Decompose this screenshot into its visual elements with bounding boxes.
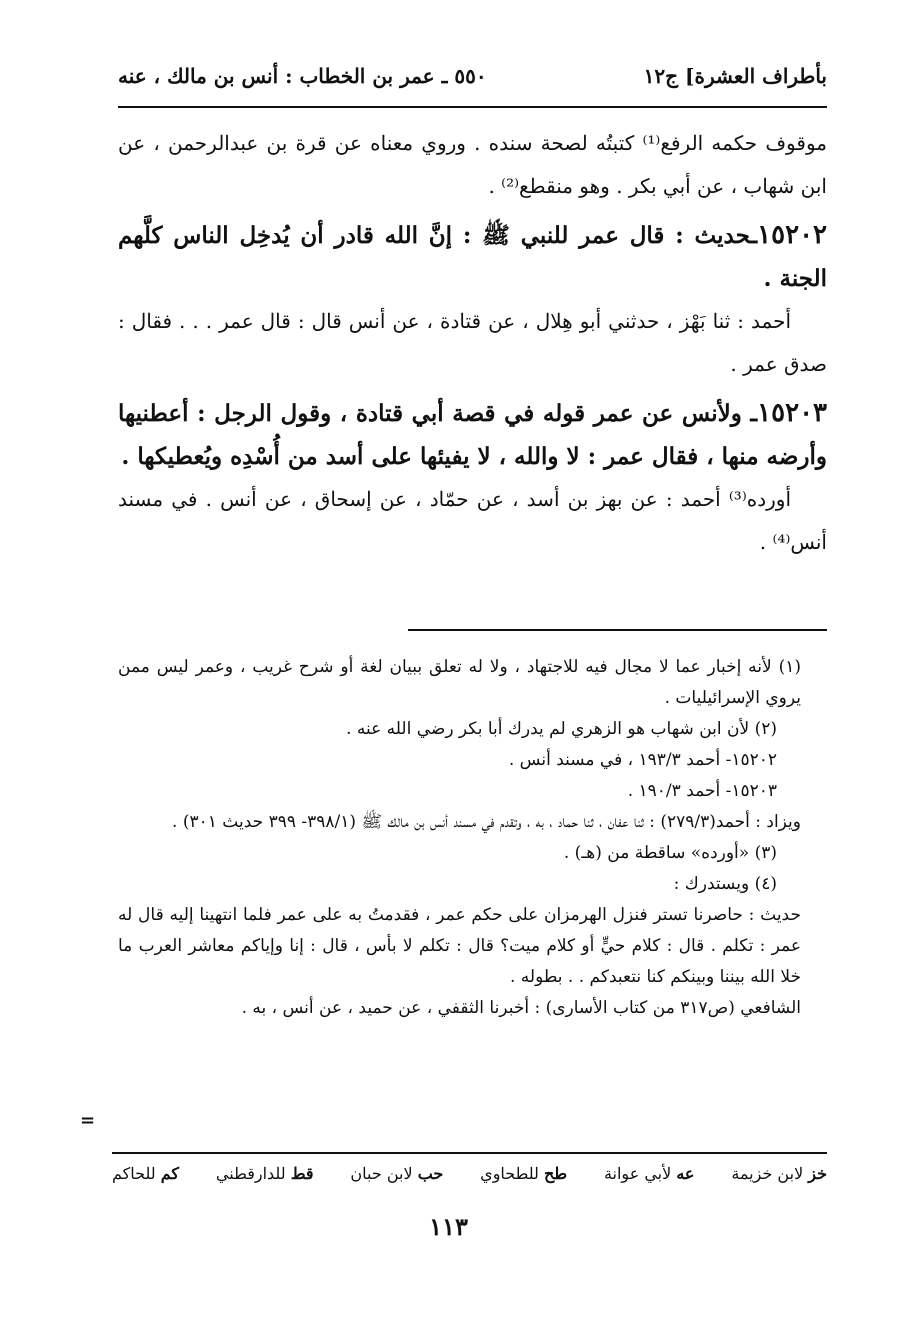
footnote-4: (٤) ويستدرك : — [673, 874, 777, 894]
paragraph-continuation: موقوف حكمه الرفع⁽¹⁾ كتبتُه لصحة سنده . وروي معناه عن قرة بن عبدالرحمن ، عن ابن شهاب ، عن أبي بكر . وهو منقطع⁽²⁾ . — [118, 131, 827, 198]
footnote-15202: ١٥٢٠٢- أحمد ١٩٣/٣ ، في مسند أنس . — [508, 750, 777, 770]
footnote-addition: ويزاد : أحمد(٢٧٩/٣) : ثنا عفان ، ثنا حماد ، به ، وتقدم في مسند أنس بن مالك ﷺ (٣٩٨/١- ٣٩٩ حديث ٣٠١) . — [172, 812, 801, 832]
footnote-rule — [408, 629, 827, 631]
running-header — [118, 56, 827, 96]
header-book-title: بأطراف العشرة] ج١٢ — [643, 64, 827, 88]
footnote-2: (٢) لأن ابن شهاب هو الزهري لم يدرك أبا بكر رضي الله عنه . — [346, 719, 777, 739]
abbr-item: قط للدارقطني — [215, 1164, 314, 1183]
abbr-item: حب لابن حبان — [350, 1164, 444, 1183]
header-rule — [118, 106, 827, 108]
abbr-item: خز لابن خزيمة — [731, 1164, 827, 1183]
footnote-3: (٣) «أورده» ساقطة من (هـ) . — [563, 843, 777, 863]
footnote-source: الشافعي (ص٣١٧ من كتاب الأسارى) : أخبرنا الثقفي ، عن حميد ، عن أنس ، به . — [241, 998, 801, 1018]
continuation-mark: = — [80, 1110, 96, 1131]
footnotes — [118, 652, 827, 1024]
paragraph-chain: أحمد : ثنا بَهْز ، حدثني أبو هِلال ، عن قتادة ، عن أنس قال : قال عمر . . . فقال : صدق عمر . — [118, 309, 827, 376]
paragraph-chain: أورده⁽³⁾ أحمد : عن بهز بن أسد ، عن حمّاد ، عن إسحاق ، عن أنس . في مسند أنس⁽⁴⁾ . — [118, 487, 827, 554]
abbr-item: عه لأبي عوانة — [603, 1164, 695, 1183]
entry-text: ـ ولأنس عن عمر قوله في قصة أبي قتادة ، وقول الرجل : أعطنيها وأرضه منها ، فقال عمر : لا والله ، لا يفيئها على أسد من أُسْدِه ويُعطيكها . — [118, 400, 827, 470]
entry-text: ـحديث : قال عمر للنبي ﷺ : إنَّ الله قادر أن يُدخِل الناس كلَّهم الجنة . — [118, 222, 827, 292]
abbr-item: طح للطحاوي — [480, 1164, 568, 1183]
hadith-entry-15203 — [118, 392, 827, 478]
abbreviation-rule — [112, 1152, 827, 1154]
hadith-entry-15202 — [118, 214, 827, 300]
abbr-item: كم للحاكم — [112, 1164, 180, 1183]
entry-number: ١٥٢٠٣ — [757, 398, 827, 428]
footnote-15203: ١٥٢٠٣- أحمد ١٩٠/٣ . — [627, 781, 777, 801]
main-text — [118, 122, 827, 564]
footnote-1: (١) لأنه إخبار عما لا مجال فيه للاجتهاد ، ولا له تعلق ببيان لغة أو شرح غريب ، وعمر ليس ممن يروي الإسرائيليات . — [118, 657, 801, 708]
abbreviation-key — [112, 1164, 827, 1183]
header-section-title: ٥٥٠ ـ عمر بن الخطاب : أنس بن مالك ، عنه — [118, 64, 487, 88]
page-number: ١١٣ — [429, 1212, 468, 1241]
footnote-hadith: حديث : حاصرنا تستر فنزل الهرمزان على حكم عمر ، فقدمتُ به على عمر فلما انتهينا إليه قال له عمر : تكلم . قال : كلام حيٍّ أو كلام ميت؟ قال : تكلم لا بأس ، قال : إنا وإياكم معاشر العرب ما خلا الله بيننا وبينكم كنا نتعبدكم . . بطوله . — [118, 905, 801, 987]
entry-number: ١٥٢٠٢ — [757, 220, 827, 250]
